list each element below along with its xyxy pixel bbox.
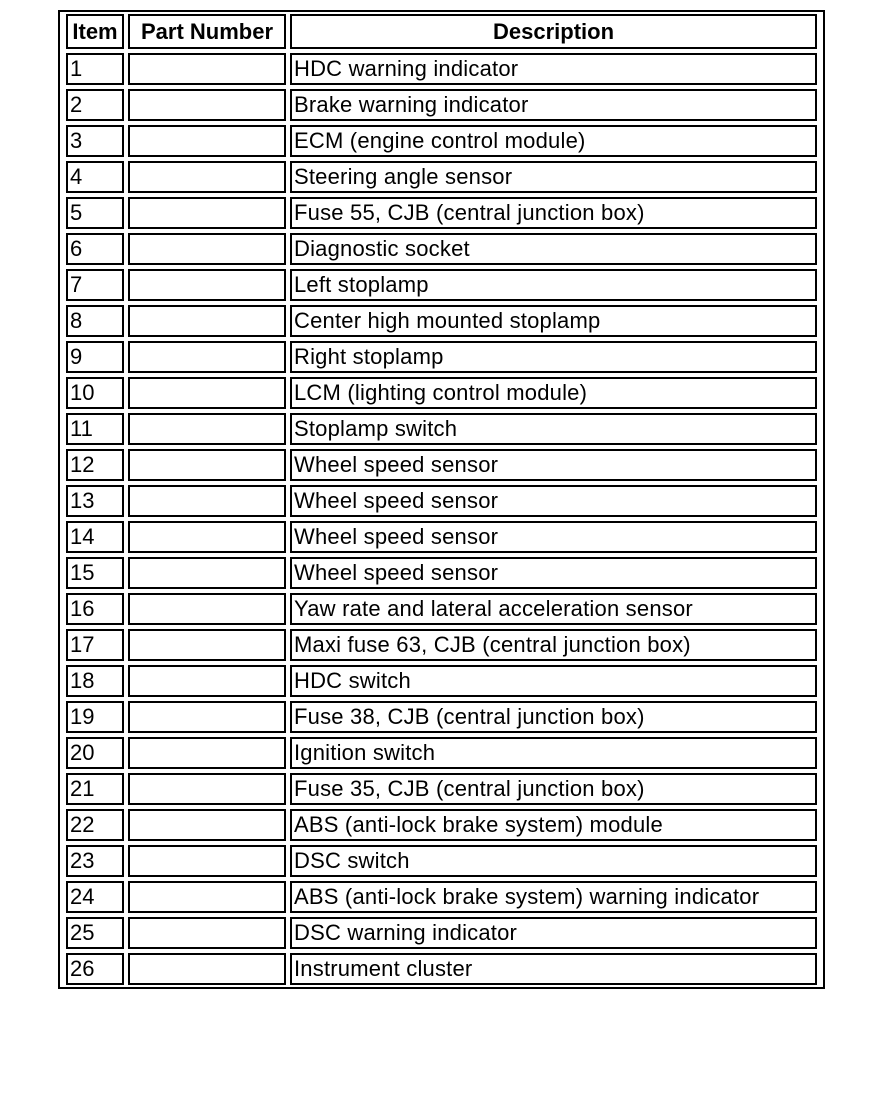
table-row [66, 305, 817, 337]
cell-item: 25 [66, 917, 124, 949]
cell-description: Fuse 55, CJB (central junction box) [290, 197, 817, 229]
column-header-part-number: Part Number [128, 14, 286, 49]
cell-description: Right stoplamp [290, 341, 817, 373]
table-row [66, 485, 817, 517]
cell-item: 23 [66, 845, 124, 877]
cell-part-number [128, 53, 286, 85]
cell-description: Stoplamp switch [290, 413, 817, 445]
cell-description: Instrument cluster [290, 953, 817, 985]
table-row [66, 341, 817, 373]
column-header-description: Description [290, 14, 817, 49]
table-row [66, 953, 817, 985]
cell-part-number [128, 269, 286, 301]
cell-part-number [128, 125, 286, 157]
cell-part-number [128, 161, 286, 193]
table-row [66, 809, 817, 841]
cell-item: 19 [66, 701, 124, 733]
cell-item: 17 [66, 629, 124, 661]
table-row [66, 449, 817, 481]
cell-description: Steering angle sensor [290, 161, 817, 193]
table-row [66, 773, 817, 805]
cell-part-number [128, 917, 286, 949]
cell-item: 9 [66, 341, 124, 373]
table-row [66, 557, 817, 589]
cell-item: 15 [66, 557, 124, 589]
table-row [66, 89, 817, 121]
cell-description: Diagnostic socket [290, 233, 817, 265]
table-row [66, 161, 817, 193]
table-row [66, 917, 817, 949]
cell-description: Left stoplamp [290, 269, 817, 301]
cell-description: Maxi fuse 63, CJB (central junction box) [290, 629, 817, 661]
cell-part-number [128, 737, 286, 769]
table-row [66, 269, 817, 301]
parts-table-frame [58, 10, 825, 989]
header-row [66, 14, 817, 49]
table-row [66, 845, 817, 877]
cell-part-number [128, 845, 286, 877]
cell-description: DSC warning indicator [290, 917, 817, 949]
cell-description: Wheel speed sensor [290, 485, 817, 517]
cell-item: 20 [66, 737, 124, 769]
cell-description: DSC switch [290, 845, 817, 877]
cell-item: 10 [66, 377, 124, 409]
cell-description: Yaw rate and lateral acceleration sensor [290, 593, 817, 625]
cell-item: 1 [66, 53, 124, 85]
cell-description: Fuse 35, CJB (central junction box) [290, 773, 817, 805]
cell-part-number [128, 305, 286, 337]
cell-item: 14 [66, 521, 124, 553]
cell-part-number [128, 953, 286, 985]
table-row [66, 881, 817, 913]
cell-description: Wheel speed sensor [290, 449, 817, 481]
cell-part-number [128, 197, 286, 229]
cell-part-number [128, 665, 286, 697]
cell-description: ABS (anti-lock brake system) warning indicator [290, 881, 817, 913]
cell-item: 2 [66, 89, 124, 121]
cell-item: 4 [66, 161, 124, 193]
cell-part-number [128, 629, 286, 661]
cell-part-number [128, 593, 286, 625]
cell-description: ABS (anti-lock brake system) module [290, 809, 817, 841]
table-row [66, 593, 817, 625]
cell-part-number [128, 773, 286, 805]
cell-item: 3 [66, 125, 124, 157]
cell-part-number [128, 557, 286, 589]
table-row [66, 53, 817, 85]
table-row [66, 377, 817, 409]
cell-part-number [128, 449, 286, 481]
cell-item: 26 [66, 953, 124, 985]
cell-description: LCM (lighting control module) [290, 377, 817, 409]
cell-part-number [128, 701, 286, 733]
table-row [66, 701, 817, 733]
cell-item: 18 [66, 665, 124, 697]
cell-item: 5 [66, 197, 124, 229]
table-body [66, 53, 817, 985]
table-row [66, 521, 817, 553]
cell-item: 8 [66, 305, 124, 337]
cell-description: Brake warning indicator [290, 89, 817, 121]
cell-item: 12 [66, 449, 124, 481]
cell-part-number [128, 809, 286, 841]
cell-part-number [128, 413, 286, 445]
parts-table [62, 10, 821, 989]
cell-item: 11 [66, 413, 124, 445]
cell-item: 13 [66, 485, 124, 517]
table-row [66, 665, 817, 697]
cell-description: Ignition switch [290, 737, 817, 769]
table-row [66, 125, 817, 157]
cell-item: 21 [66, 773, 124, 805]
cell-item: 16 [66, 593, 124, 625]
cell-description: Wheel speed sensor [290, 557, 817, 589]
cell-description: ECM (engine control module) [290, 125, 817, 157]
cell-part-number [128, 881, 286, 913]
cell-description: Center high mounted stoplamp [290, 305, 817, 337]
cell-part-number [128, 377, 286, 409]
cell-item: 24 [66, 881, 124, 913]
cell-part-number [128, 89, 286, 121]
cell-part-number [128, 233, 286, 265]
table-row [66, 233, 817, 265]
cell-part-number [128, 485, 286, 517]
cell-description: Wheel speed sensor [290, 521, 817, 553]
table-row [66, 197, 817, 229]
cell-part-number [128, 341, 286, 373]
cell-description: Fuse 38, CJB (central junction box) [290, 701, 817, 733]
cell-description: HDC switch [290, 665, 817, 697]
table-row [66, 629, 817, 661]
column-header-item: Item [66, 14, 124, 49]
table-row [66, 737, 817, 769]
cell-description: HDC warning indicator [290, 53, 817, 85]
table-row [66, 413, 817, 445]
cell-item: 6 [66, 233, 124, 265]
cell-item: 22 [66, 809, 124, 841]
cell-part-number [128, 521, 286, 553]
cell-item: 7 [66, 269, 124, 301]
